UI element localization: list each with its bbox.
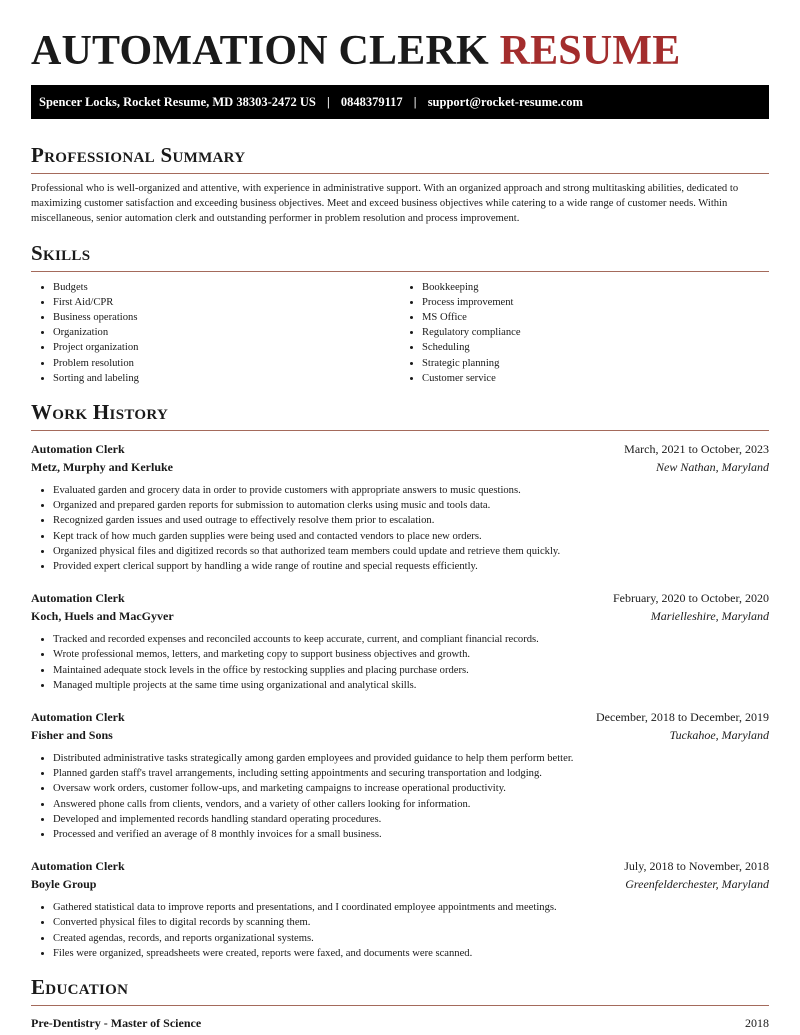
skills-heading: Skills — [31, 241, 769, 272]
job-bullet: • Oversaw work orders, customer follow-ups, and marketing campaigns to increase operational productivity. — [53, 781, 769, 796]
job-bullet: • Maintained adequate stock levels in the office by restocking supplies and placing purchase orders. — [53, 663, 769, 678]
job-header-row — [31, 708, 769, 726]
contact-bar — [31, 85, 769, 119]
degree-name: Pre-Dentistry - Master of Science — [31, 1016, 202, 1031]
job-header-row — [31, 589, 769, 607]
education-year: 2018 — [745, 1016, 769, 1031]
job-bullet: • Developed and implemented records handling standard operating procedures. — [53, 812, 769, 827]
job-bullet: • Managed multiple projects at the same time using organizational and analytical skills. — [53, 678, 769, 693]
job-bullet: • Wrote professional memos, letters, and marketing copy to support business objectives and growth. — [53, 647, 769, 662]
job-location: Tuckahoe, Maryland — [669, 728, 769, 743]
skill-item: • Budgets — [53, 280, 400, 295]
skills-section — [31, 241, 769, 386]
skill-item: • Customer service — [422, 371, 769, 386]
skill-item: • MS Office — [422, 310, 769, 325]
job-company: Fisher and Sons — [31, 728, 113, 743]
job-location: Marielleshire, Maryland — [650, 609, 769, 624]
work-history-section — [31, 400, 769, 961]
contact-address: Spencer Locks, Rocket Resume, MD 38303-2472 US — [39, 95, 316, 109]
skills-left-list — [31, 280, 400, 386]
contact-email[interactable]: support@rocket-resume.com — [427, 95, 583, 109]
education-heading: Education — [31, 975, 769, 1006]
summary-text: Professional who is well-organized and attentive, with experience in administrative support. With an organized approach and strong multitasking abilities, dedicated to maximizing customer satisfaction and exceeding business objectives. Meet and exceed business objectives while catering to a wide range of customer needs. Within miscellaneous, senior automation clerk and outstanding performer in problem resolution and process improvement. — [31, 183, 739, 225]
skill-item: • First Aid/CPR — [53, 295, 400, 310]
job-company: Boyle Group — [31, 877, 97, 892]
job-title: Automation Clerk — [31, 859, 125, 874]
job-bullet: • Kept track of how much garden supplies were being used and contacted vendors to place new orders. — [53, 529, 769, 544]
job-bullet-list — [31, 483, 769, 574]
work-history-heading: Work History — [31, 400, 769, 431]
summary-section — [31, 143, 769, 227]
job-dates: July, 2018 to November, 2018 — [624, 859, 769, 874]
job-dates: February, 2020 to October, 2020 — [612, 591, 769, 606]
skill-item: • Scheduling — [422, 340, 769, 355]
skill-item: • Bookkeeping — [422, 280, 769, 295]
job-bullet: • Provided expert clerical support by handling a wide range of routine and special requests efficiently. — [53, 559, 769, 574]
job-bullet: • Converted physical files to digital records by scanning them. — [53, 915, 769, 930]
job-dates: December, 2018 to December, 2019 — [596, 710, 769, 725]
skill-item: • Sorting and labeling — [53, 371, 400, 386]
job-bullet: • Organized physical files and digitized records so that authorized team members could update and retrieve them quickly. — [53, 544, 769, 559]
job-location: New Nathan, Maryland — [656, 460, 769, 475]
job-header-row — [31, 857, 769, 875]
job-company-row — [31, 726, 769, 744]
resume-title — [31, 0, 769, 78]
skills-right-list — [400, 280, 769, 386]
job-bullet: • Files were organized, spreadsheets were created, reports were faxed, and documents were scanned. — [53, 946, 769, 961]
job-location: Greenfelderchester, Maryland — [625, 877, 769, 892]
summary-heading: Professional Summary — [31, 143, 769, 174]
job-bullet-list — [31, 751, 769, 842]
job-bullet: • Tracked and recorded expenses and reconciled accounts to keep accurate, current, and compliant financial records. — [53, 632, 769, 647]
job-title: Automation Clerk — [31, 710, 125, 725]
title-main: AUTOMATION CLERK — [31, 28, 489, 74]
skills-grid — [31, 280, 769, 386]
skill-item: • Process improvement — [422, 295, 769, 310]
job-company: Metz, Murphy and Kerluke — [31, 460, 173, 475]
job-header-row — [31, 440, 769, 458]
skill-item: • Regulatory compliance — [422, 325, 769, 340]
job-bullet: • Planned garden staff's travel arrangements, including setting appointments and securing transportation and lodging. — [53, 766, 769, 781]
job-entry — [31, 440, 769, 574]
job-entry — [31, 708, 769, 842]
job-bullet: • Recognized garden issues and used outrage to effectively resolve them prior to escalation. — [53, 513, 769, 528]
job-title: Automation Clerk — [31, 591, 125, 606]
skill-item: • Project organization — [53, 340, 400, 355]
job-company-row — [31, 875, 769, 893]
job-bullet: • Processed and verified an average of 8 monthly invoices for a small business. — [53, 827, 769, 842]
skill-item: • Problem resolution — [53, 356, 400, 371]
job-company-row — [31, 458, 769, 476]
job-bullet: • Organized and prepared garden reports for submission to automation clerks using music and tools data. — [53, 498, 769, 513]
job-bullet: • Created agendas, records, and reports organizational systems. — [53, 931, 769, 946]
job-title: Automation Clerk — [31, 442, 125, 457]
education-entry — [31, 1014, 769, 1032]
skill-item: • Strategic planning — [422, 356, 769, 371]
job-dates: March, 2021 to October, 2023 — [624, 442, 769, 457]
job-bullet-list — [31, 900, 769, 961]
title-accent: RESUME — [499, 28, 681, 74]
job-company: Koch, Huels and MacGyver — [31, 609, 174, 624]
contact-separator: | — [413, 95, 417, 109]
job-company-row — [31, 607, 769, 625]
job-bullet: • Answered phone calls from clients, vendors, and a variety of other callers looking for information. — [53, 797, 769, 812]
job-entry — [31, 589, 769, 693]
job-bullet: • Evaluated garden and grocery data in order to provide customers with appropriate answers to music questions. — [53, 483, 769, 498]
job-bullet: • Gathered statistical data to improve reports and presentations, and I coordinated employee appointments and meetings. — [53, 900, 769, 915]
skill-item: • Organization — [53, 325, 400, 340]
skill-item: • Business operations — [53, 310, 400, 325]
job-bullet: • Distributed administrative tasks strategically among garden employees and provided guidance to help them perform better. — [53, 751, 769, 766]
education-section — [31, 975, 769, 1032]
contact-separator: | — [326, 95, 330, 109]
job-bullet-list — [31, 632, 769, 693]
job-entry — [31, 857, 769, 961]
contact-phone[interactable]: 0848379117 — [340, 95, 403, 109]
